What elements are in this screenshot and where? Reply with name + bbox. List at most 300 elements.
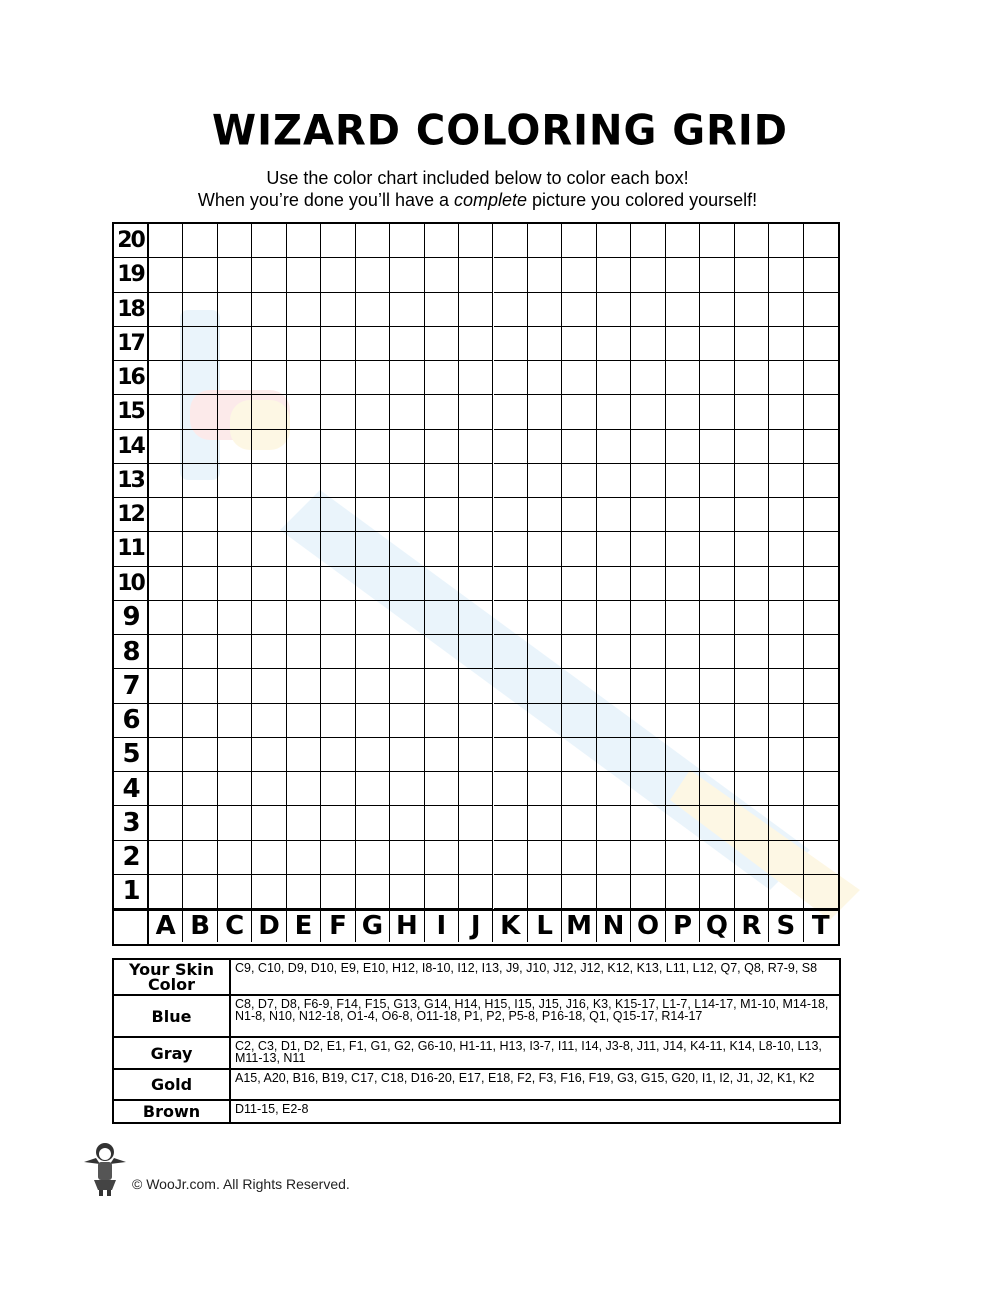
- grid-cell: [149, 498, 183, 532]
- grid-cell: [631, 875, 665, 909]
- grid-cell: [804, 361, 838, 395]
- grid-cell: [528, 772, 562, 806]
- row-label: 15: [114, 395, 147, 429]
- grid-cell: [769, 806, 803, 840]
- grid-cell: [769, 498, 803, 532]
- grid-cell: [356, 293, 390, 327]
- grid-cell: [631, 395, 665, 429]
- grid-cell: [700, 635, 734, 669]
- column-label: S: [769, 910, 803, 942]
- grid-cell: [804, 806, 838, 840]
- grid-cell: [700, 498, 734, 532]
- grid-cell: [459, 258, 493, 292]
- grid-cell: [631, 498, 665, 532]
- page-title: WIZARD COLORING GRID: [212, 106, 788, 156]
- grid-cell: [735, 601, 769, 635]
- grid-cell: [494, 601, 528, 635]
- row-label: 16: [114, 361, 147, 395]
- grid-cell: [769, 704, 803, 738]
- grid-cell: [804, 224, 838, 258]
- grid-cell: [425, 327, 459, 361]
- column-label: A: [149, 910, 183, 942]
- emphasis-complete: complete: [454, 190, 528, 210]
- grid-cell: [218, 806, 252, 840]
- grid-cell: [390, 669, 424, 703]
- grid-cell: [287, 395, 321, 429]
- grid-cell: [804, 293, 838, 327]
- grid-cell: [494, 258, 528, 292]
- row-label: 13: [114, 464, 147, 498]
- grid-cell: [183, 601, 217, 635]
- grid-cell: [218, 841, 252, 875]
- grid-cell: [218, 772, 252, 806]
- grid-cell: [390, 430, 424, 464]
- grid-cell: [356, 361, 390, 395]
- grid-cell: [700, 601, 734, 635]
- column-label: G: [356, 910, 390, 942]
- grid-cell: [700, 361, 734, 395]
- grid-cell: [183, 258, 217, 292]
- grid-cell: [528, 498, 562, 532]
- grid-cell: [356, 224, 390, 258]
- grid-cell: [735, 806, 769, 840]
- instructions-line-2: When you’re done you’ll have a complete picture you colored yourself!: [197, 190, 758, 210]
- grid-cell: [597, 738, 631, 772]
- grid-cell: [252, 875, 286, 909]
- grid-cell: [252, 224, 286, 258]
- grid-cell: [631, 327, 665, 361]
- grid-cell: [769, 841, 803, 875]
- grid-cell: [218, 430, 252, 464]
- grid-cell: [321, 395, 355, 429]
- row-label: 6: [114, 704, 147, 738]
- column-label: I: [425, 910, 459, 942]
- column-label: H: [390, 910, 424, 942]
- grid-cell: [390, 567, 424, 601]
- grid-cell: [700, 293, 734, 327]
- grid-cell: [183, 875, 217, 909]
- grid-cell: [735, 532, 769, 566]
- grid-cell: [149, 430, 183, 464]
- grid-cell: [769, 738, 803, 772]
- grid-cell: [287, 635, 321, 669]
- grid-cell: [252, 464, 286, 498]
- grid-cell: [390, 464, 424, 498]
- grid-cell: [252, 361, 286, 395]
- grid-cell: [528, 567, 562, 601]
- grid-cell: [459, 738, 493, 772]
- grid-cell: [494, 738, 528, 772]
- grid-cell: [252, 395, 286, 429]
- grid-cell: [494, 635, 528, 669]
- grid-cell: [528, 669, 562, 703]
- color-name: [114, 996, 231, 1036]
- grid-cell: [218, 738, 252, 772]
- grid-cell: [459, 669, 493, 703]
- grid-cell: [425, 293, 459, 327]
- grid-cell: [769, 395, 803, 429]
- grid-cell: [390, 258, 424, 292]
- grid-cell: [252, 430, 286, 464]
- grid-cell: [562, 464, 596, 498]
- grid-cell: [597, 669, 631, 703]
- grid-cell: [218, 258, 252, 292]
- grid-cell: [149, 772, 183, 806]
- grid-cell: [700, 327, 734, 361]
- grid-cell: [218, 361, 252, 395]
- grid-cell: [666, 806, 700, 840]
- grid-cell: [562, 224, 596, 258]
- grid-cell: [528, 258, 562, 292]
- coloring-grid: [112, 222, 840, 946]
- column-label: J: [459, 910, 493, 942]
- grid-cell: [149, 464, 183, 498]
- grid-cell: [666, 258, 700, 292]
- grid-cell: [735, 738, 769, 772]
- grid-cell: [321, 532, 355, 566]
- grid-cell: [390, 772, 424, 806]
- grid-cell: [735, 772, 769, 806]
- grid-cell: [631, 738, 665, 772]
- grid-cell: [218, 875, 252, 909]
- grid-cell: [218, 327, 252, 361]
- grid-cell: [631, 772, 665, 806]
- column-label: T: [811, 911, 830, 941]
- grid-cell: [597, 875, 631, 909]
- girl-mascot-icon: [80, 1140, 130, 1196]
- grid-cell: [666, 567, 700, 601]
- column-label: C: [218, 910, 252, 942]
- grid-cell: [252, 327, 286, 361]
- grid-cell: [459, 430, 493, 464]
- row-label: 9: [114, 601, 147, 635]
- grid-cell: [149, 738, 183, 772]
- grid-cell: [287, 704, 321, 738]
- grid-cell: [149, 635, 183, 669]
- grid-cell: [666, 704, 700, 738]
- grid-cell: [252, 293, 286, 327]
- grid-cell: [183, 738, 217, 772]
- grid-cell: [804, 464, 838, 498]
- color-name: [114, 960, 231, 994]
- grid-cell: [494, 464, 528, 498]
- grid-cell: [390, 875, 424, 909]
- row-label: 18: [114, 293, 147, 327]
- grid-cell: [459, 841, 493, 875]
- grid-cell: [218, 532, 252, 566]
- grid-cell: [425, 704, 459, 738]
- grid-cell: [287, 601, 321, 635]
- grid-cell: [321, 806, 355, 840]
- grid-cell: [149, 532, 183, 566]
- grid-cell: [631, 669, 665, 703]
- row-label: 17: [114, 327, 147, 361]
- grid-cell: [287, 498, 321, 532]
- grid-cell: [528, 464, 562, 498]
- grid-cell: [700, 224, 734, 258]
- grid-cell: [666, 738, 700, 772]
- grid-cell: [321, 567, 355, 601]
- grid-cell: [390, 601, 424, 635]
- color-chart-row: [114, 1070, 839, 1101]
- grid-cell: [631, 224, 665, 258]
- grid-cell: [425, 258, 459, 292]
- grid-cell: [735, 635, 769, 669]
- column-label: O: [631, 910, 665, 942]
- row-label: 11: [114, 532, 147, 566]
- grid-cell: [631, 567, 665, 601]
- grid-cell: [321, 464, 355, 498]
- grid-cell: [666, 669, 700, 703]
- grid-cell: [597, 841, 631, 875]
- grid-cell: [287, 875, 321, 909]
- grid-cell: [218, 395, 252, 429]
- grid-cell: [735, 498, 769, 532]
- grid-cell: [252, 635, 286, 669]
- grid-cell: [562, 327, 596, 361]
- grid-cell: [494, 430, 528, 464]
- grid-cell: [735, 704, 769, 738]
- grid-cell: [252, 567, 286, 601]
- grid-cell: [804, 258, 838, 292]
- grid-cell: [804, 567, 838, 601]
- grid-cell: [459, 498, 493, 532]
- grid-cell: [149, 669, 183, 703]
- column-label: E: [287, 910, 321, 942]
- color-name-line: Brown: [142, 1102, 201, 1121]
- grid-cell: [562, 738, 596, 772]
- grid-cell: [459, 532, 493, 566]
- grid-cell: [769, 875, 803, 909]
- grid-cell: [390, 841, 424, 875]
- grid-cell: [252, 841, 286, 875]
- column-label: R: [735, 910, 769, 942]
- grid-cell: [700, 258, 734, 292]
- column-label: F: [321, 910, 355, 942]
- color-codes: C8, D7, D8, F6-9, F14, F15, G13, G14, H14, H15, I15, J15, J16, K3, K15-17, L1-7, L14-17, M1-10, M14-18, N1-8, N10, N12-18, O1-4, O6-8, O11-18, P1, P2, P5-8, P16-18, Q1, Q15-17, R14-17: [235, 997, 829, 1023]
- row-label: 20: [114, 224, 147, 258]
- grid-cell: [321, 772, 355, 806]
- grid-cell: [562, 806, 596, 840]
- grid-cell: [287, 806, 321, 840]
- grid-cell: [287, 464, 321, 498]
- grid-cell: [562, 841, 596, 875]
- grid-cell: [494, 532, 528, 566]
- grid-cell: [425, 841, 459, 875]
- grid-cell: [287, 361, 321, 395]
- grid-cell: [769, 258, 803, 292]
- grid-cell: [425, 875, 459, 909]
- grid-cell: [425, 567, 459, 601]
- grid-cell: [666, 772, 700, 806]
- grid-cell: [528, 875, 562, 909]
- grid-cell: [562, 875, 596, 909]
- grid-cell: [494, 669, 528, 703]
- grid-cell: [528, 395, 562, 429]
- grid-cell: [631, 704, 665, 738]
- grid-cell: [183, 361, 217, 395]
- grid-cell: [562, 704, 596, 738]
- grid-cell: [631, 430, 665, 464]
- grid-cell: [562, 293, 596, 327]
- grid-cell: [356, 395, 390, 429]
- grid-cell: [597, 772, 631, 806]
- grid-cell: [700, 567, 734, 601]
- grid-cell: [735, 875, 769, 909]
- grid-cell: [804, 635, 838, 669]
- grid-cell: [321, 738, 355, 772]
- grid-cell: [804, 498, 838, 532]
- grid-cell: [700, 704, 734, 738]
- grid-cell: [321, 327, 355, 361]
- grid-cell: [425, 224, 459, 258]
- grid-cell: [666, 327, 700, 361]
- column-label: P: [666, 910, 700, 942]
- grid-cell: [356, 841, 390, 875]
- grid-cell: [597, 327, 631, 361]
- grid-cell: [666, 464, 700, 498]
- color-codes: C9, C10, D9, D10, E9, E10, H12, I8-10, I12, I13, J9, J10, J12, J12, K12, K13, L11, L12, Q7, Q8, R7-9, S8: [235, 961, 818, 975]
- grid-cell: [597, 224, 631, 258]
- grid-cell: [700, 395, 734, 429]
- row-label: 10: [114, 567, 147, 601]
- grid-cell: [287, 567, 321, 601]
- grid-cell: [425, 532, 459, 566]
- grid-cell: [218, 704, 252, 738]
- grid-cell: [287, 224, 321, 258]
- grid-cell: [459, 464, 493, 498]
- grid-cell: [356, 806, 390, 840]
- column-label: D: [252, 910, 286, 942]
- grid-cell: [804, 875, 838, 909]
- grid-cell: [321, 224, 355, 258]
- grid-cell: [528, 635, 562, 669]
- grid-cell: [425, 498, 459, 532]
- grid-cell: [252, 806, 286, 840]
- grid-cell: [597, 806, 631, 840]
- color-codes: A15, A20, B16, B19, C17, C18, D16-20, E17, E18, F2, F3, F16, F19, G3, G15, G20, I1, I2, J1, J2, K1, K2: [235, 1071, 815, 1085]
- grid-cell: [804, 601, 838, 635]
- grid-cell: [562, 430, 596, 464]
- grid-cell: [666, 875, 700, 909]
- grid-cell: [425, 361, 459, 395]
- grid-cell: [700, 841, 734, 875]
- grid-cell: [425, 601, 459, 635]
- grid-cell: [321, 361, 355, 395]
- grid-cell: [666, 293, 700, 327]
- grid-cell: [390, 806, 424, 840]
- grid-cell: [425, 806, 459, 840]
- grid-cell: [631, 293, 665, 327]
- grid-cell: [149, 224, 183, 258]
- color-name: [114, 1070, 231, 1099]
- grid-cell: [459, 327, 493, 361]
- color-name: [114, 1101, 231, 1122]
- grid-cell: [631, 601, 665, 635]
- grid-cell: [321, 669, 355, 703]
- grid-cell: [769, 327, 803, 361]
- grid-cell: [287, 293, 321, 327]
- column-label: M: [562, 910, 596, 942]
- grid-cell: [459, 772, 493, 806]
- grid-cell: [287, 738, 321, 772]
- grid-cell: [528, 361, 562, 395]
- grid-cell: [666, 361, 700, 395]
- color-name-line: Gold: [150, 1075, 193, 1094]
- column-label: K: [494, 910, 528, 942]
- grid-cell: [700, 738, 734, 772]
- grid-cell: [769, 635, 803, 669]
- grid-cell: [183, 567, 217, 601]
- grid-cell: [631, 806, 665, 840]
- grid-cell: [769, 464, 803, 498]
- grid-cell: [804, 532, 838, 566]
- grid-cell: [356, 498, 390, 532]
- row-label: 8: [114, 635, 147, 669]
- grid-cell: [700, 464, 734, 498]
- grid-cell: [390, 395, 424, 429]
- grid-cell: [321, 704, 355, 738]
- grid-cell: [804, 738, 838, 772]
- grid-cell: [494, 772, 528, 806]
- row-label: 5: [114, 738, 147, 772]
- grid-cell: [804, 669, 838, 703]
- grid-cell: [597, 704, 631, 738]
- grid-cell: [356, 669, 390, 703]
- grid-cell: [390, 532, 424, 566]
- grid-cell: [149, 704, 183, 738]
- grid-cell: [356, 258, 390, 292]
- grid-cell: [356, 430, 390, 464]
- grid-cell: [666, 430, 700, 464]
- grid-cell: [425, 738, 459, 772]
- color-codes: C2, C3, D1, D2, E1, F1, G1, G2, G6-10, H1-11, H13, I3-7, I11, I14, J3-8, J11, J14, K4-11, K14, L8-10, L13, M11-13, N11: [235, 1039, 822, 1065]
- grid-cell: [700, 669, 734, 703]
- grid-cell: [769, 669, 803, 703]
- grid-cell: [769, 532, 803, 566]
- grid-cell: [804, 772, 838, 806]
- row-label: 12: [114, 498, 147, 532]
- grid-cell: [494, 293, 528, 327]
- grid-cell: [597, 532, 631, 566]
- grid-cell: [769, 224, 803, 258]
- grid-cell: [459, 806, 493, 840]
- grid-cell: [218, 498, 252, 532]
- column-label: N: [597, 910, 631, 942]
- grid-cell: [425, 635, 459, 669]
- grid-cell: [528, 601, 562, 635]
- grid-cell: [390, 361, 424, 395]
- grid-cell: [769, 601, 803, 635]
- grid-cell: [459, 704, 493, 738]
- grid-cell: [356, 601, 390, 635]
- grid-cell: [149, 806, 183, 840]
- grid-cell: [356, 532, 390, 566]
- grid-cell: [666, 498, 700, 532]
- grid-cell: [252, 601, 286, 635]
- grid-cell: [321, 258, 355, 292]
- grid-cell: [494, 841, 528, 875]
- grid-cell: [356, 567, 390, 601]
- grid-cell: [252, 669, 286, 703]
- grid-cell: [321, 601, 355, 635]
- grid-cell: [769, 430, 803, 464]
- grid-cell: [804, 704, 838, 738]
- grid-cell: [218, 601, 252, 635]
- grid-cell: [218, 464, 252, 498]
- grid-cell: [666, 224, 700, 258]
- grid-cell: [700, 806, 734, 840]
